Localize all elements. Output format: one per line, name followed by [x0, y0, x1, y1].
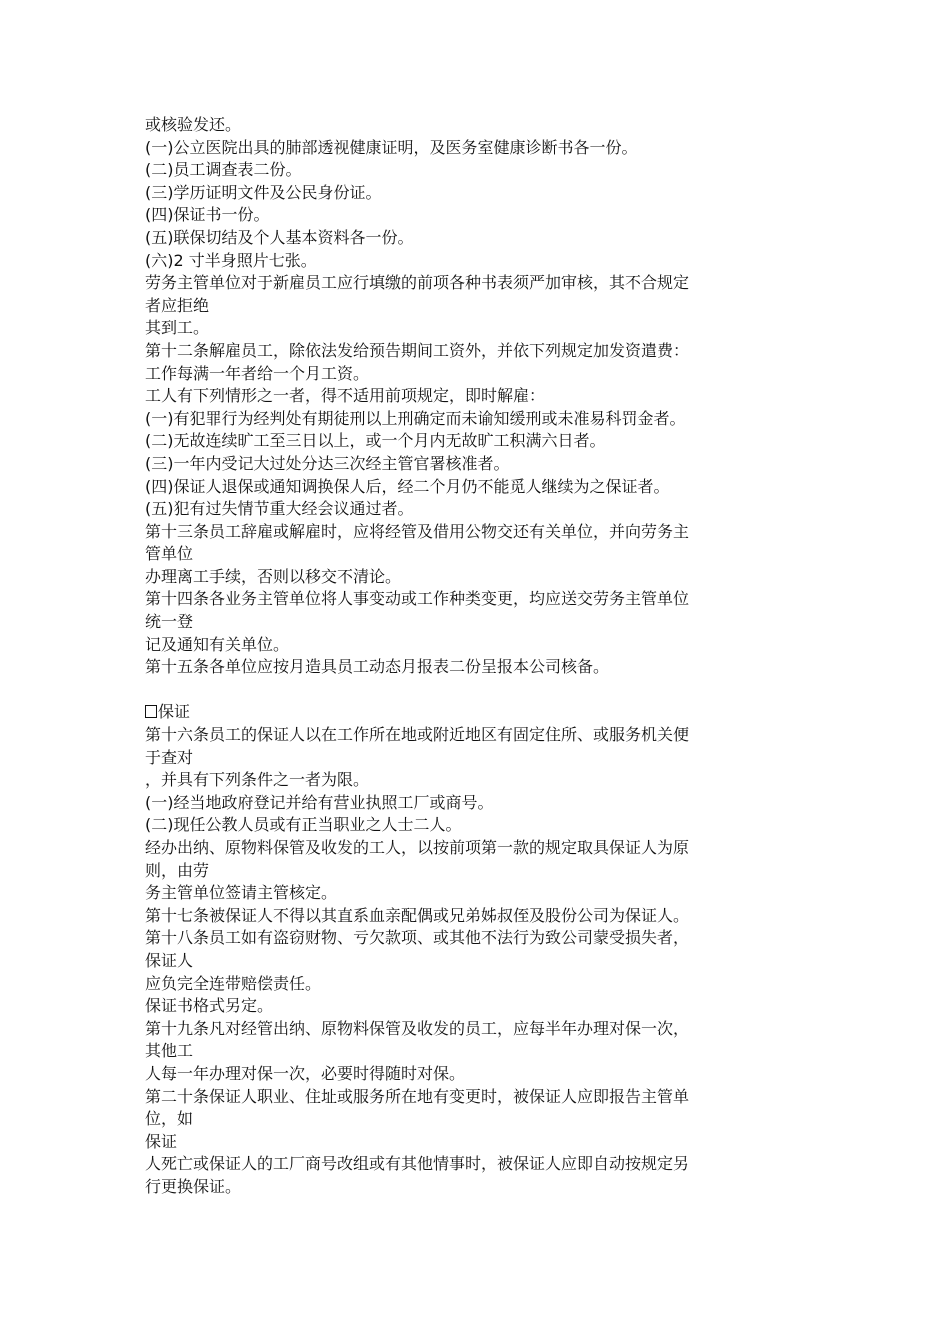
- text-line: 第十八条员工如有盗窃财物、亏欠款项、或其他不法行为致公司蒙受损失者，: [145, 928, 690, 948]
- text-line: 于查对: [145, 747, 194, 767]
- part-two: [145, 724, 815, 1198]
- blank-line: [145, 679, 815, 702]
- text-line: (五)犯有过失情节重大经会议通过者。: [145, 499, 414, 519]
- text-line: 记及通知有关单位。: [145, 634, 290, 654]
- text-line: (一)公立医院出具的肺部透视健康证明，及医务室健康诊断书各一份。: [145, 137, 638, 157]
- text-line: 其到工。: [145, 318, 210, 338]
- text-line: (一)有犯罪行为经判处有期徒刑以上刑确定而未谕知缓刑或未准易科罚金者。: [145, 408, 686, 428]
- text-line: 工人有下列情形之一者，得不适用前项规定，即时解雇：: [145, 386, 546, 406]
- text-line: 工作每满一年者给一个月工资。: [145, 363, 370, 383]
- text-line: 经办出纳、原物料保管及收发的工人，以按前项第一款的规定取具保证人为原: [145, 838, 690, 857]
- text-line: 第十九条凡对经管出纳、原物料保管及收发的员工，应每半年办理对保一次，: [145, 1018, 690, 1038]
- text-line: 位，如: [145, 1109, 194, 1129]
- text-line: 者应拒绝: [145, 295, 210, 315]
- text-line: 其他工: [145, 1041, 194, 1061]
- text-line: 应负完全连带赔偿责任。: [145, 973, 322, 993]
- text-line: 则，由劳: [145, 860, 210, 880]
- text-line: 人每一年办理对保一次，必要时得随时对保。: [145, 1063, 466, 1083]
- text-line: (六)2 寸半身照片七张。: [145, 250, 317, 270]
- text-line: (四)保证书一份。: [145, 205, 270, 225]
- text-line: 劳务主管单位对于新雇员工应行填缴的前项各种书表须严加审核，其不合规定: [145, 273, 690, 293]
- text-line: (三)一年内受记大过处分达三次经主管官署核准者。: [145, 453, 510, 473]
- text-line: 行更换保证。: [145, 1176, 242, 1196]
- text-line: (二)无故连续旷工至三日以上，或一个月内无故旷工积满六日者。: [145, 431, 606, 451]
- text-line: 第十二条解雇员工，除依法发给预告期间工资外，并依下列规定加发资遣费：: [145, 340, 690, 360]
- section-heading: [145, 701, 815, 724]
- text-line: (四)保证人退保或通知调换保人后，经二个月仍不能觅人继续为之保证者。: [145, 476, 670, 496]
- text-line: 保证人: [145, 950, 194, 970]
- text-line: 第十七条被保证人不得以其直系血亲配偶或兄弟姊叔侄及股份公司为保证人。: [145, 905, 690, 925]
- text-line: 保证: [145, 1131, 178, 1151]
- text-line: 务主管单位签请主管核定。: [145, 883, 338, 903]
- text-line: (二)现任公教人员或有正当职业之人士二人。: [145, 815, 462, 835]
- text-line: (三)学历证明文件及公民身份证。: [145, 182, 382, 202]
- text-line: (一)经当地政府登记并给有营业执照工厂或商号。: [145, 792, 494, 812]
- text-line: 第十四条各业务主管单位将人事变动或工作种类变更，均应送交劳务主管单位: [145, 589, 690, 609]
- text-line: 或核验发还。: [145, 115, 242, 134]
- text-line: 第十五条各单位应按月造具员工动态月报表二份呈报本公司核备。: [145, 657, 610, 677]
- text-line: (二)员工调查表二份。: [145, 160, 302, 180]
- document-body: [145, 114, 815, 1199]
- text-line: 第十六条员工的保证人以在工作所在地或附近地区有固定住所、或服务机关便: [145, 725, 690, 745]
- checkbox-square-icon: [145, 705, 157, 718]
- text-line: (五)联保切结及个人基本资料各一份。: [145, 227, 414, 247]
- text-line: 人死亡或保证人的工厂商号改组或有其他情事时，被保证人应即自动按规定另: [145, 1154, 690, 1174]
- section-heading-label: 保证: [158, 702, 191, 722]
- text-line: ，并具有下列条件之一者为限。: [145, 770, 370, 790]
- text-line: 第二十条保证人职业、住址或服务所在地有变更时，被保证人应即报告主管单: [145, 1086, 690, 1106]
- text-line: 管单位: [145, 544, 194, 564]
- part-one: [145, 114, 815, 679]
- text-line: 第十三条员工辞雇或解雇时，应将经管及借用公物交还有关单位，并向劳务主: [145, 521, 690, 541]
- text-line: 办理离工手续，否则以移交不清论。: [145, 566, 402, 586]
- text-line: 保证书格式另定。: [145, 996, 274, 1016]
- text-line: 统一登: [145, 612, 194, 632]
